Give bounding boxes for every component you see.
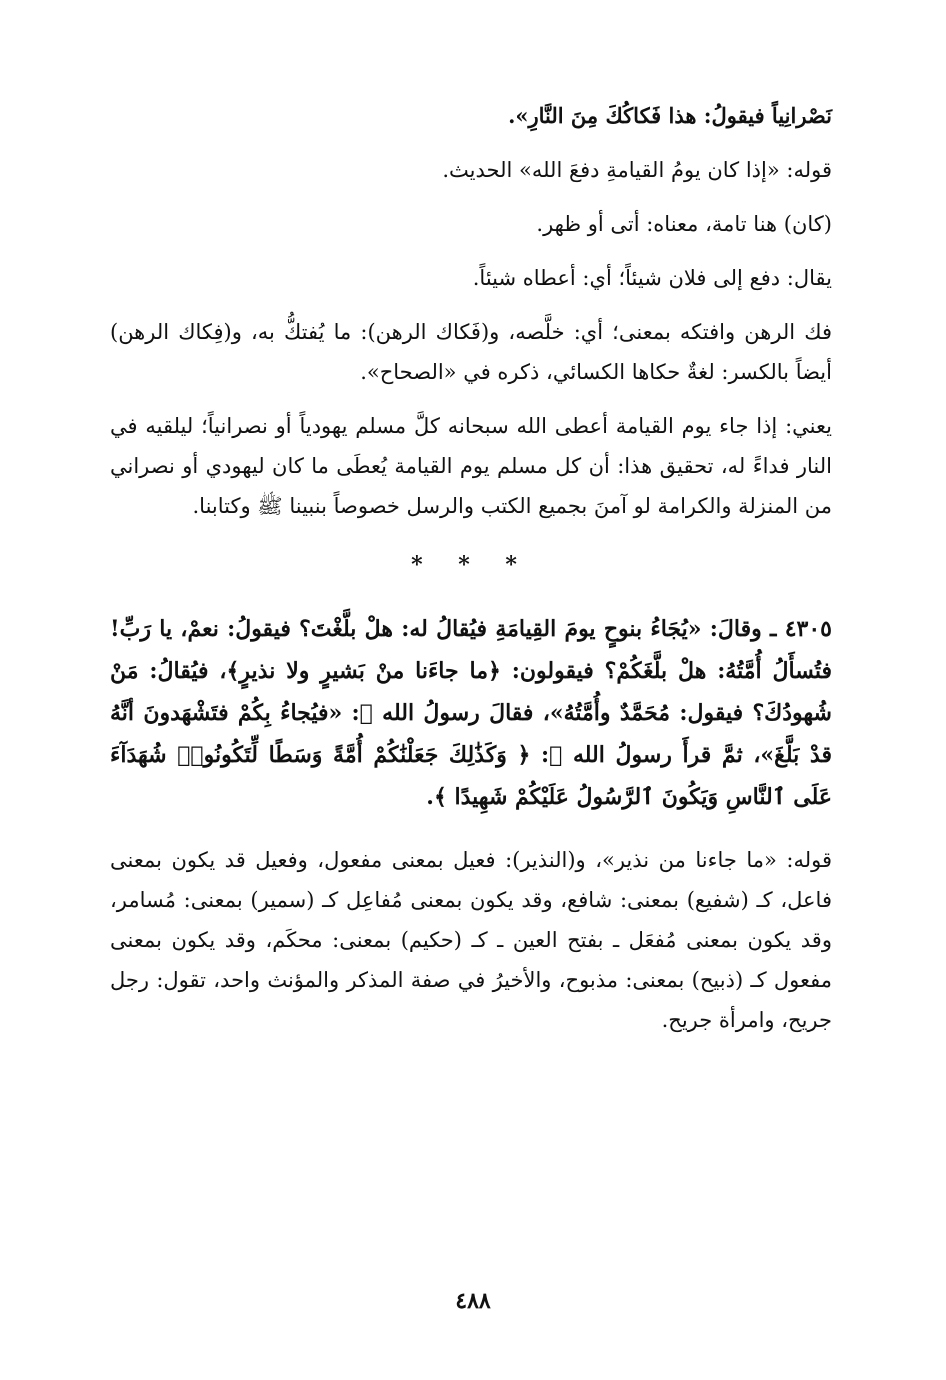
paragraph-fakk: فك الرهن وافتكه بمعنى؛ أي: خلَّصه، و(فَكاك الرهن): ما يُفتكُّ به، و(فِكاك الرهن) أيضاً بالكسر: لغةٌ حكاها الكسائي، ذكره في «الصحاح». bbox=[110, 320, 832, 384]
page-body bbox=[110, 96, 832, 1040]
paragraph-kana: (كان) هنا تامة، معناه: أتى أو ظهر. bbox=[536, 212, 832, 236]
hadith-text: ٤٣٠٥ ـ وقالَ: «يُجَاءُ بنوحٍ يومَ القِيامَةِ فيُقالُ له: هلْ بلَّغْتَ؟ فيقولُ: نعمْ، يا رَبِّ! فتُسأَلُ أُمَّتُهُ: هلْ بلَّغَكُمْ؟ فيقولون: ﴿ما جاءَنا منْ بَشيرٍ ولا نذيرٍ﴾، فيُقالُ: مَنْ شُهودُكَ؟ فيقول: مُحَمَّدٌ وأُمَّتُهُ»، فقالَ رسولُ الله ﷺ: «فيُجاءُ بِكُمْ فتَشْهَدونَ أنَّهُ قدْ بَلَّغَ»، ثمَّ قرأَ رسولُ الله ﷺ: ﴿ وَكَذَٰلِكَ جَعَلْنَٰكُمْ أُمَّةً وَسَطًا لِّتَكُونُوا۟ شُهَدَآءَ عَلَى ٱلنَّاسِ وَيَكُونَ ٱلرَّسُولُ عَلَيْكُمْ شَهِيدًا ﴾. bbox=[110, 616, 832, 810]
page-number: ٤٨٨ bbox=[455, 1288, 491, 1314]
paragraph-continuation: نَصْرانِياً فيقولُ: هذا فَكاكُكَ مِنَ النَّارِ». bbox=[508, 103, 832, 128]
commentary-text: قوله: «ما جاءنا من نذير»، و(النذير): فعيل بمعنى مفعول، وفعيل قد يكون بمعنى فاعل، كـ (شفيع) بمعنى: شافع، وقد يكون بمعنى مُفاعِل كـ (سمير) بمعنى: مُسامر، وقد يكون بمعنى مُفعَل ـ بفتح العين ـ كـ (حكيم) بمعنى: محكَم، وقد يكون بمعنى مفعول كـ (ذبيح) بمعنى: مذبوح، والأخيرُ في صفة المذكر والمؤنث واحد، تقول: رجل جريح، وامرأة جريح. bbox=[110, 848, 832, 1032]
paragraph-yuqal: يقال: دفع إلى فلان شيئاً؛ أي: أعطاه شيئاً. bbox=[472, 266, 832, 290]
paragraph-yani: يعني: إذا جاء يوم القيامة أعطى الله سبحانه كلَّ مسلم يهودياً أو نصرانياً؛ ليلقيه في النار فداءً له، تحقيق هذا: أن كل مسلم يوم القيامة يُعطَى ما كان ليهودي أو نصراني من المنزلة والكرامة لو آمنَ بجميع الكتب والرسل خصوصاً بنبينا ﷺ وكتابنا. bbox=[110, 414, 832, 518]
paragraph-qawluh: قوله: «إذا كان يومُ القيامةِ دفعَ الله» الحديث. bbox=[442, 158, 832, 182]
section-separator: * * * bbox=[411, 552, 531, 578]
